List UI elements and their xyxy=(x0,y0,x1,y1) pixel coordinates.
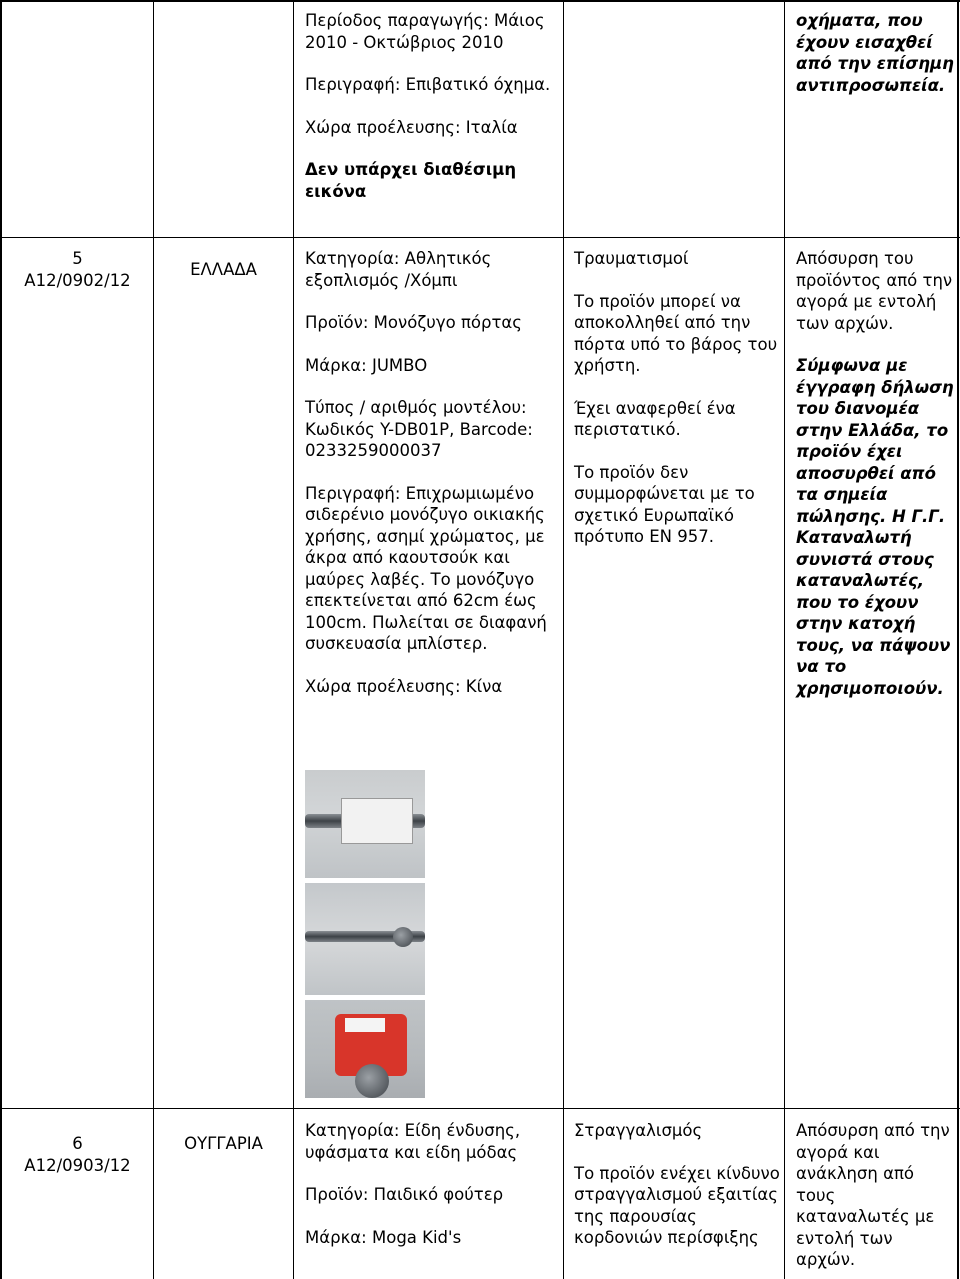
category: Κατηγορία: Είδη ένδυσης, υφάσματα και είδη μόδας xyxy=(305,1121,521,1162)
notifying-country: ΕΛΛΑΔΑ xyxy=(190,260,257,279)
brand: Μάρκα: Moga Kid's xyxy=(305,1227,462,1247)
category: Κατηγορία: Αθλητικός εξοπλισμός /Χόμπι xyxy=(305,249,492,290)
column-divider xyxy=(563,0,564,1279)
row5-measures-cell xyxy=(796,248,954,699)
rapex-code: A12/0902/12 xyxy=(24,270,131,290)
row5-product-cell xyxy=(305,248,557,697)
country-of-origin: Χώρα προέλευσης: Κίνα xyxy=(305,676,503,696)
table-border-left xyxy=(0,0,2,1279)
row5-risk-cell xyxy=(574,248,780,548)
country-of-origin: Χώρα προέλευσης: Ιταλία xyxy=(305,117,518,137)
rubber-end-graphic xyxy=(393,927,413,947)
risk-type: Τραυματισμοί xyxy=(574,249,689,268)
table-border-right xyxy=(957,0,959,1279)
production-period: Περίοδος παραγωγής: Μάιος 2010 - Οκτώβριος 2010 xyxy=(305,11,545,52)
risk-description: Το προϊόν μπορεί να αποκολληθεί από την πόρτα υπό το βάρος του χρήστη. xyxy=(574,291,778,375)
brand: Μάρκα: JUMBO xyxy=(305,355,428,375)
product-photo-3 xyxy=(305,1000,425,1098)
model-number: Τύπος / αριθμός μοντέλου: Κωδικός Y-DB01P, Barcode: 0233259000037 xyxy=(305,398,533,460)
no-image-notice: Δεν υπάρχει διαθέσιμη εικόνα xyxy=(305,160,517,201)
measure-text: Απόσυρση από την αγορά και ανάκληση από τους καταναλωτές με εντολή των αρχών. xyxy=(796,1121,950,1269)
row6-country-cell xyxy=(154,1133,293,1155)
row-number: 6 xyxy=(72,1134,83,1153)
column-divider xyxy=(784,0,785,1279)
description: Περιγραφή: Επιβατικό όχημα. xyxy=(305,75,551,94)
measures-bold-text: Σύμφωνα με έγγραφη δήλωση του διανομέα στην Ελλάδα, το προϊόν έχει αποσυρθεί από τα σημεία πώλησης. Η Γ.Γ. Καταναλωτή συνιστά στους καταναλωτές, που το έχουν στην κατοχή τους, να πάψουν να το χρησιμοποιούν. xyxy=(796,356,954,698)
column-divider xyxy=(293,0,294,1279)
product: Προϊόν: Μονόζυγο πόρτας xyxy=(305,313,522,332)
row0-measures-cell xyxy=(796,10,954,96)
pack-label-graphic xyxy=(345,1018,385,1032)
description: Περιγραφή: Επιχρωμιωμένο σιδερένιο μονόζυγο οικιακής χρήσης, ασημί χρώματος, με άκρα από καουτσούκ και μαύρες λαβές. Το μονόζυγο επεκτείνεται από 62cm έως 100cm. Πωλείται σε διαφανή συσκευασία μπλίστερ. xyxy=(305,483,547,653)
row5-id-cell xyxy=(2,248,153,291)
row6-id-cell xyxy=(2,1133,153,1176)
rapex-code: A12/0903/12 xyxy=(24,1155,131,1175)
incident-note: Έχει αναφερθεί ένα περιστατικό. xyxy=(574,398,736,439)
table-border-top xyxy=(0,0,960,2)
row6-measures-cell xyxy=(796,1120,954,1271)
product: Προϊόν: Παιδικό φούτερ xyxy=(305,1185,504,1204)
row-number: 5 xyxy=(72,249,83,268)
handle-graphic xyxy=(355,1064,389,1098)
product-photo-1 xyxy=(305,770,425,878)
row0-product-cell xyxy=(305,10,553,202)
column-divider xyxy=(153,0,154,1279)
measures-bold-text: οχήματα, που έχουν εισαχθεί από την επίσημη αντιπροσωπεία. xyxy=(796,11,954,95)
package-label-graphic xyxy=(341,798,413,844)
row5-country-cell xyxy=(154,259,293,281)
product-photo-2 xyxy=(305,883,425,995)
measure-text: Απόσυρση του προϊόντος από την αγορά με εντολή των αρχών. xyxy=(796,249,953,333)
row6-risk-cell xyxy=(574,1120,780,1249)
row6-product-cell xyxy=(305,1120,557,1248)
row-divider xyxy=(0,1108,960,1109)
notifying-country: ΟΥΓΓΑΡΙΑ xyxy=(184,1134,263,1153)
row-divider xyxy=(0,237,960,238)
risk-description: Το προϊόν ενέχει κίνδυνο στραγγαλισμού εξαιτίας της παρουσίας κορδονιών περίσφιξης xyxy=(574,1163,780,1247)
standard-note: Το προϊόν δεν συμμορφώνεται με το σχετικό Ευρωπαϊκό πρότυπο EN 957. xyxy=(574,462,755,546)
risk-type: Στραγγαλισμός xyxy=(574,1121,703,1140)
